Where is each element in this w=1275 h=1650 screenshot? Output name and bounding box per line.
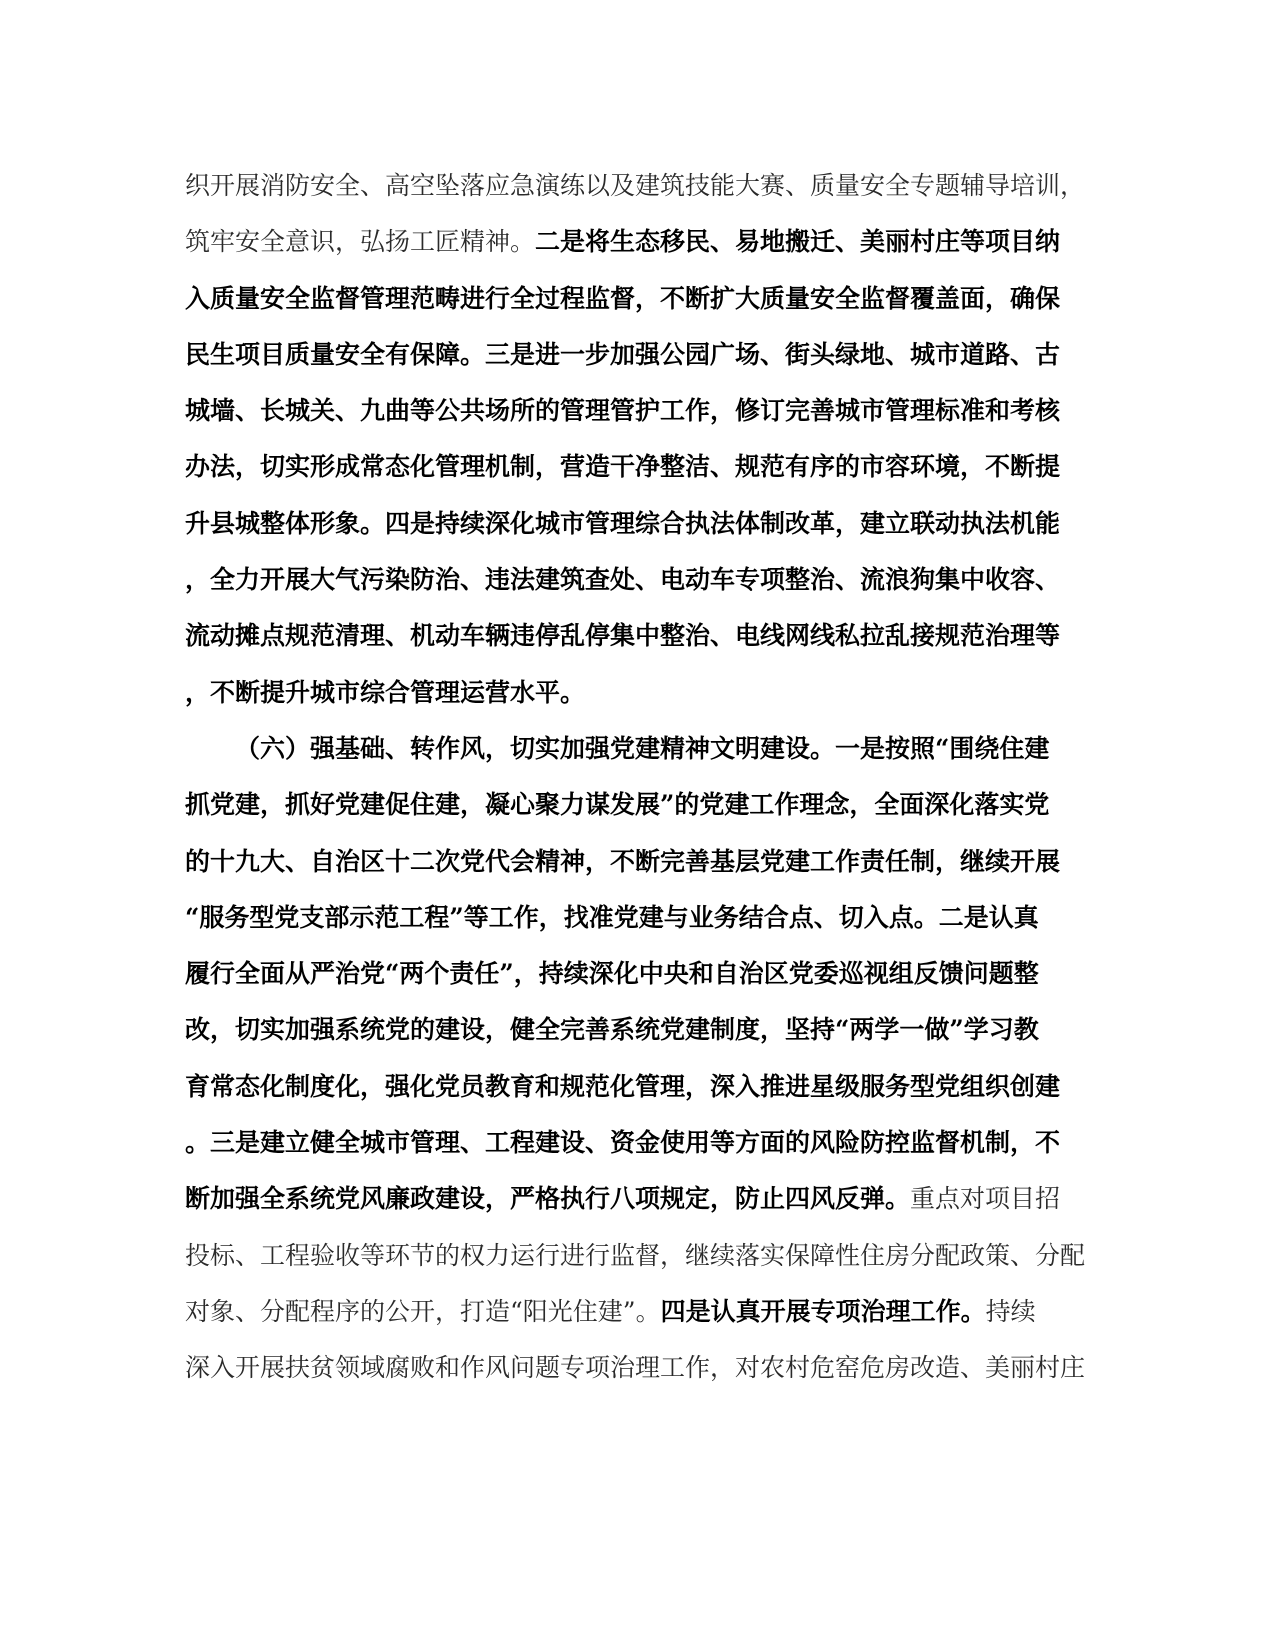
text-run: 织开展消防安全、高空坠落应急演练以及建筑技能大赛、质量安全专题辅导培训， xyxy=(185,171,1086,200)
text-line xyxy=(185,552,1090,608)
text-run: 升县城整体形象。四是持续深化城市管理综合执法体制改革，建立联动执法机能 xyxy=(185,508,1061,538)
text-line xyxy=(185,1340,1090,1396)
text-line xyxy=(185,1284,1090,1340)
text-run: 入质量安全监督管理范畴进行全过程监督，不断扩大质量安全监督覆盖面，确保 xyxy=(185,283,1061,313)
text-line xyxy=(185,1115,1090,1171)
text-line xyxy=(185,721,1090,777)
text-line xyxy=(185,271,1090,327)
text-run: 办法，切实形成常态化管理机制，营造干净整洁、规范有序的市容环境，不断提 xyxy=(185,452,1061,482)
text-line xyxy=(185,834,1090,890)
text-run: 。三是建立健全城市管理、工程建设、资金使用等方面的风险防控监督机制，不 xyxy=(185,1128,1061,1158)
text-run: 重点对项目招 xyxy=(910,1184,1061,1214)
text-run: 育常态化制度化，强化党员教育和规范化管理，深入推进星级服务型党组织创建 xyxy=(185,1071,1061,1101)
text-run: 改，切实加强系统党的建设，健全完善系统党建制度，坚持“两学一做”学习教 xyxy=(185,1015,1039,1045)
text-line xyxy=(185,946,1090,1002)
text-line xyxy=(185,665,1090,721)
text-line xyxy=(185,1002,1090,1058)
document-body xyxy=(185,158,1090,1397)
text-run: 城墙、长城关、九曲等公共场所的管理管护工作，修订完善城市管理标准和考核 xyxy=(185,396,1061,426)
text-run: 四是认真开展专项治理工作。 xyxy=(660,1296,986,1326)
text-line xyxy=(185,327,1090,383)
text-run: 民生项目质量安全有保障。三是进一步加强公园广场、街头绿地、城市道路、古 xyxy=(185,339,1061,369)
text-line xyxy=(185,890,1090,946)
text-run: 对象、分配程序的公开，打造“阳光住建”。 xyxy=(185,1296,661,1326)
text-line xyxy=(185,383,1090,439)
text-run: 持续 xyxy=(985,1296,1036,1326)
text-line xyxy=(185,777,1090,833)
text-run: 筑牢安全意识，弘扬工匠精神。 xyxy=(185,227,536,257)
text-run: 投标、工程验收等环节的权力运行进行监督，继续落实保障性住房分配政策、分配 xyxy=(185,1240,1086,1270)
text-line xyxy=(185,214,1090,270)
text-run: 断加强全系统党风廉政建设，严格执行八项规定，防止四风反弹。 xyxy=(185,1184,911,1214)
text-line xyxy=(185,158,1090,214)
text-run: 抓党建，抓好党建促住建，凝心聚力谋发展”的党建工作理念，全面深化落实党 xyxy=(185,790,1050,820)
text-run: 二是将生态移民、易地搬迁、美丽村庄等项目纳 xyxy=(535,227,1061,257)
text-line xyxy=(185,439,1090,495)
text-run: 流动摊点规范清理、机动车辆违停乱停集中整治、电线网线私拉乱接规范治理等 xyxy=(185,621,1061,651)
text-line xyxy=(185,1171,1090,1227)
text-line xyxy=(185,1059,1090,1115)
text-run: ，不断提升城市综合管理运营水平。 xyxy=(185,677,586,707)
text-run: （六）强基础、转作风，切实加强党建精神文明建设。一是按照“围绕住建 xyxy=(235,733,1050,763)
text-line xyxy=(185,608,1090,664)
text-run: 深入开展扶贫领域腐败和作风问题专项治理工作，对农村危窑危房改造、美丽村庄 xyxy=(185,1353,1086,1383)
text-line xyxy=(185,496,1090,552)
text-run: 的十九大、自治区十二次党代会精神，不断完善基层党建工作责任制，继续开展 xyxy=(185,846,1061,876)
text-run: “服务型党支部示范工程”等工作，找准党建与业务结合点、切入点。二是认真 xyxy=(185,902,1039,932)
text-line xyxy=(185,1228,1090,1284)
text-run: ，全力开展大气污染防治、违法建筑查处、电动车专项整治、流浪狗集中收容、 xyxy=(185,565,1061,595)
text-run: 履行全面从严治党“两个责任”，持续深化中央和自治区党委巡视组反馈问题整 xyxy=(185,959,1039,989)
